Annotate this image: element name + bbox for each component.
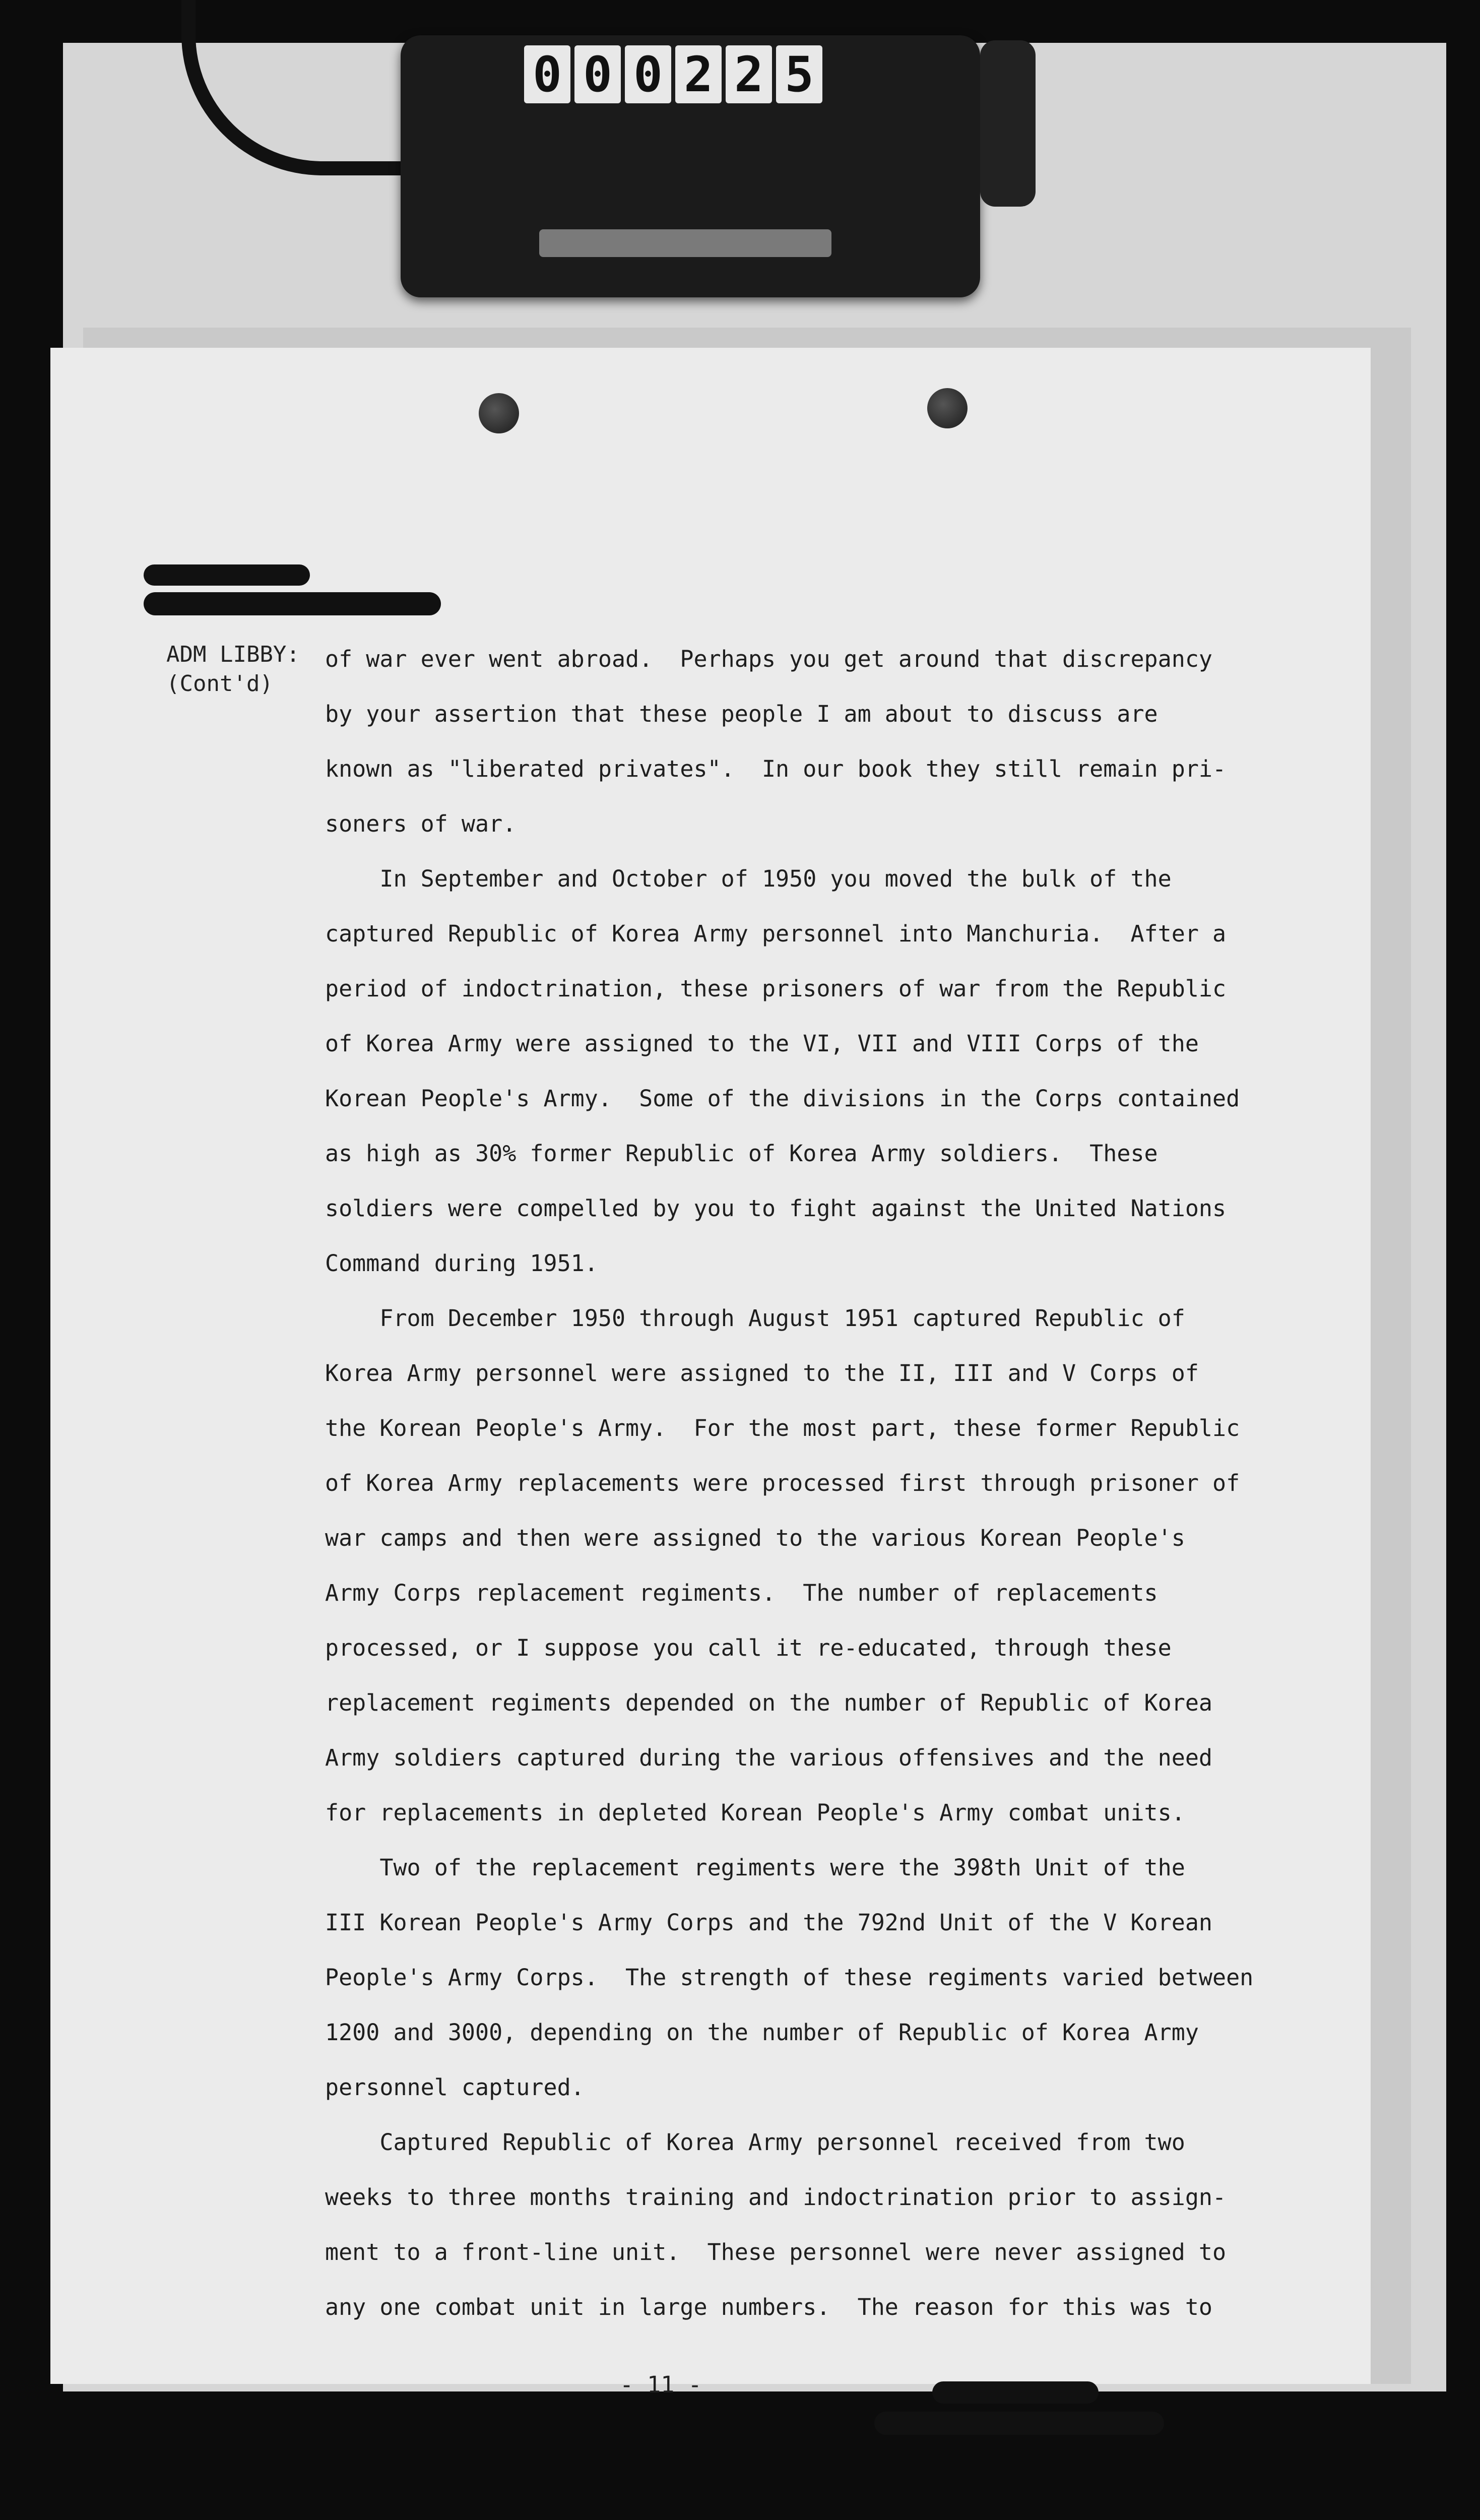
punch-hole-right <box>927 388 968 428</box>
text-line: Captured Republic of Korea Army personnel received from two <box>325 2129 1185 2156</box>
text-line: known as "liberated privates". In our book they still remain pri- <box>325 755 1227 782</box>
text-line: In September and October of 1950 you moved the bulk of the <box>325 865 1172 892</box>
text-line: III Korean People's Army Corps and the 792nd Unit of the V Korean <box>325 1909 1212 1936</box>
text-line: Army soldiers captured during the various offensives and the need <box>325 1744 1212 1771</box>
counter-digit: 0 <box>524 45 570 103</box>
text-line: Two of the replacement regiments were the 398th Unit of the <box>325 1854 1185 1881</box>
counter-digit: 2 <box>726 45 772 103</box>
redaction-bar <box>932 2381 1099 2404</box>
text-line: captured Republic of Korea Army personnel into Manchuria. After a <box>325 920 1227 947</box>
text-line: replacement regiments depended on the number of Republic of Korea <box>325 1689 1212 1716</box>
counter-digit: 2 <box>675 45 722 103</box>
text-line: ment to a front-line unit. These personnel were never assigned to <box>325 2239 1227 2265</box>
redaction-bar <box>144 564 310 586</box>
text-line: weeks to three months training and indoctrination prior to assign- <box>325 2184 1227 2211</box>
text-line: of Korea Army were assigned to the VI, VII and VIII Corps of the <box>325 1030 1199 1057</box>
text-line: Korea Army personnel were assigned to the II, III and V Corps of <box>325 1360 1199 1387</box>
punch-hole-left <box>479 393 519 433</box>
text-line: Army Corps replacement regiments. The number of replacements <box>325 1580 1158 1606</box>
text-line: the Korean People's Army. For the most part, these former Republic <box>325 1415 1240 1441</box>
counter-digit: 0 <box>625 45 671 103</box>
text-line: soners of war. <box>325 810 517 837</box>
text-line: by your assertion that these people I am about to discuss are <box>325 701 1158 727</box>
speaker-continued: (Cont'd) <box>166 671 273 697</box>
text-line: personnel captured. <box>325 2074 585 2101</box>
counter-plate <box>539 229 831 257</box>
counter-digit: 5 <box>776 45 822 103</box>
text-line: People's Army Corps. The strength of these regiments varied between <box>325 1964 1254 1991</box>
text-line: Command during 1951. <box>325 1250 598 1277</box>
redaction-bar <box>874 2412 1164 2435</box>
counter-digit: 0 <box>574 45 621 103</box>
text-line: From December 1950 through August 1951 captured Republic of <box>325 1305 1185 1332</box>
text-line: processed, or I suppose you call it re-educated, through these <box>325 1634 1172 1661</box>
counter-knob <box>980 40 1036 207</box>
text-line: of Korea Army replacements were processed first through prisoner of <box>325 1470 1240 1496</box>
page-number: - 11 - <box>620 2371 702 2398</box>
speaker-label <box>166 640 300 699</box>
text-line: soldiers were compelled by you to fight against the United Nations <box>325 1195 1227 1222</box>
text-line: for replacements in depleted Korean People's Army combat units. <box>325 1799 1185 1826</box>
paragraph <box>325 632 1262 2335</box>
text-line: of war ever went abroad. Perhaps you get around that discrepancy <box>325 646 1212 672</box>
redaction-bar <box>144 592 441 615</box>
text-line: war camps and then were assigned to the various Korean People's <box>325 1525 1185 1551</box>
text-line: Korean People's Army. Some of the divisions in the Corps contained <box>325 1085 1240 1112</box>
speaker-name: ADM LIBBY: <box>166 642 300 667</box>
frame-counter-digits <box>524 45 822 103</box>
text-line: any one combat unit in large numbers. The reason for this was to <box>325 2294 1212 2320</box>
text-line: 1200 and 3000, depending on the number of Republic of Korea Army <box>325 2019 1199 2046</box>
text-line: period of indoctrination, these prisoners of war from the Republic <box>325 975 1227 1002</box>
text-line: as high as 30% former Republic of Korea Army soldiers. These <box>325 1140 1158 1167</box>
